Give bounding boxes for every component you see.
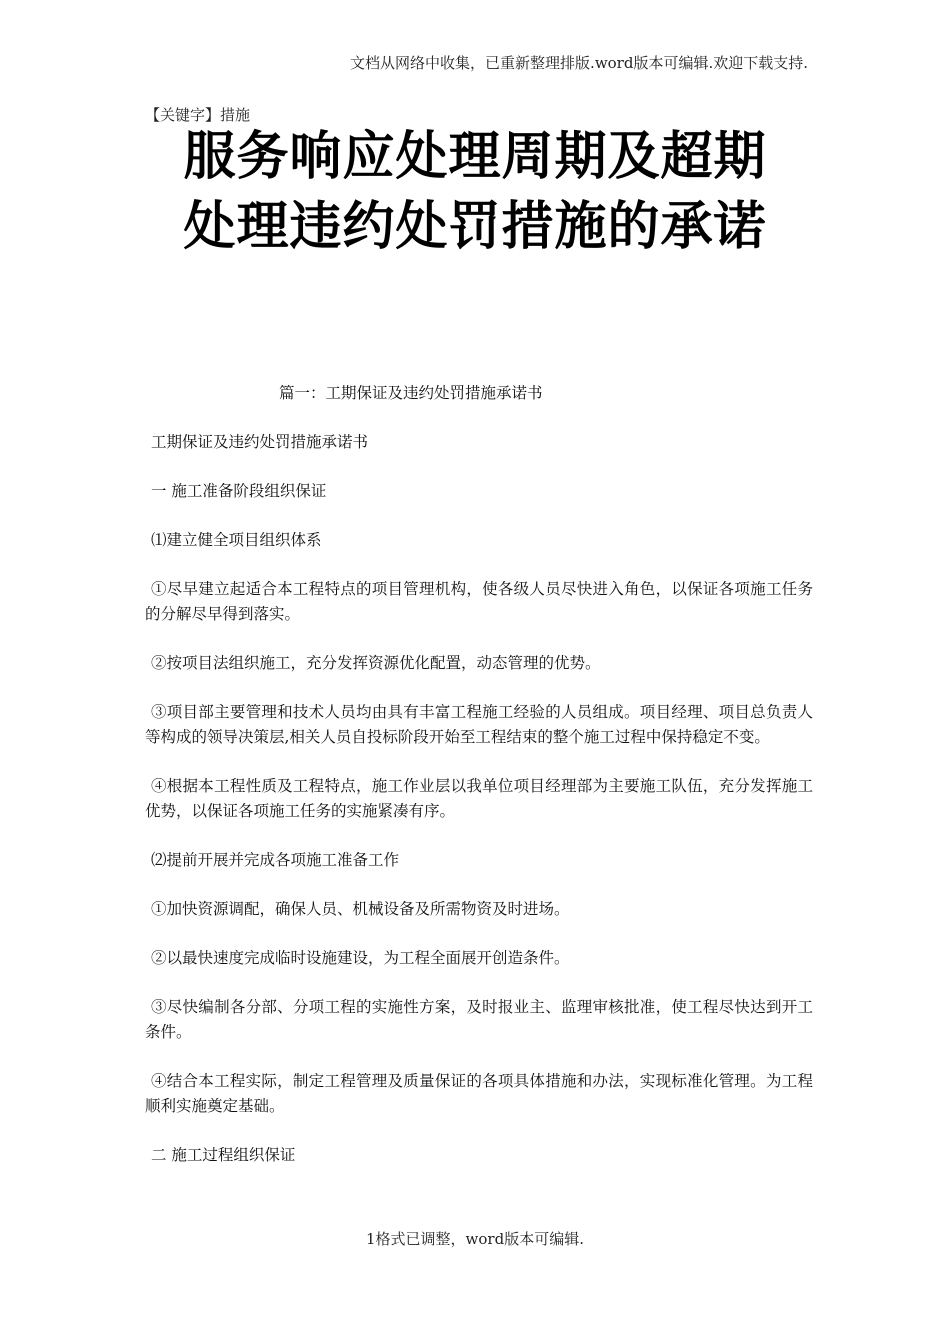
paragraph: ①加快资源调配，确保人员、机械设备及所需物资及时进场。 [151, 900, 570, 918]
document-title-line-2: 处理违约处罚措施的承诺 [183, 197, 767, 257]
paragraph: ②按项目法组织施工，充分发挥资源优化配置，动态管理的优势。 [151, 654, 601, 672]
document-body [145, 430, 813, 1192]
footer-note: 1格式已调整，word版本可编辑. [366, 1230, 584, 1248]
paragraph: ④结合本工程实际，制定工程管理及质量保证的各项具体措施和办法，实现标准化管理。为工程顺利实施奠定基础。 [145, 1072, 813, 1115]
keywords-label: 【关键字】措施 [145, 106, 251, 124]
paragraph: ②以最快速度完成临时设施建设，为工程全面展开创造条件。 [151, 949, 570, 967]
heading-commitment: 工期保证及违约处罚措施承诺书 [151, 433, 369, 451]
header-note: 文档从网络中收集，已重新整理排版.word版本可编辑.欢迎下载支持. [350, 54, 808, 72]
paragraph: ①尽早建立起适合本工程特点的项目管理机构，使各级人员尽快进入角色，以保证各项施工任务的分解尽早得到落实。 [145, 580, 813, 623]
paragraph: ④根据本工程性质及工程特点，施工作业层以我单位项目经理部为主要施工队伍，充分发挥施工优势，以保证各项施工任务的实施紧凑有序。 [145, 777, 813, 820]
document-title [150, 122, 800, 262]
paragraph: ③尽快编制各分部、分项工程的实施性方案，及时报业主、监理审核批准，使工程尽快达到开工条件。 [145, 998, 813, 1041]
subsection-heading-1: ⑴建立健全项目组织体系 [151, 531, 322, 549]
paragraph: ③项目部主要管理和技术人员均由具有丰富工程施工经验的人员组成。项目经理、项目总负责人等构成的领导决策层,相关人员自投标阶段开始至工程结束的整个施工过程中保持稳定不变。 [145, 703, 813, 746]
section-heading-2: 二 施工过程组织保证 [151, 1146, 296, 1164]
document-subtitle: 篇一：工期保证及违约处罚措施承诺书 [279, 384, 543, 402]
subsection-heading-2: ⑵提前开展并完成各项施工准备工作 [151, 851, 400, 869]
document-title-line-1: 服务响应处理周期及超期 [183, 127, 767, 187]
section-heading-1: 一 施工准备阶段组织保证 [151, 482, 327, 500]
